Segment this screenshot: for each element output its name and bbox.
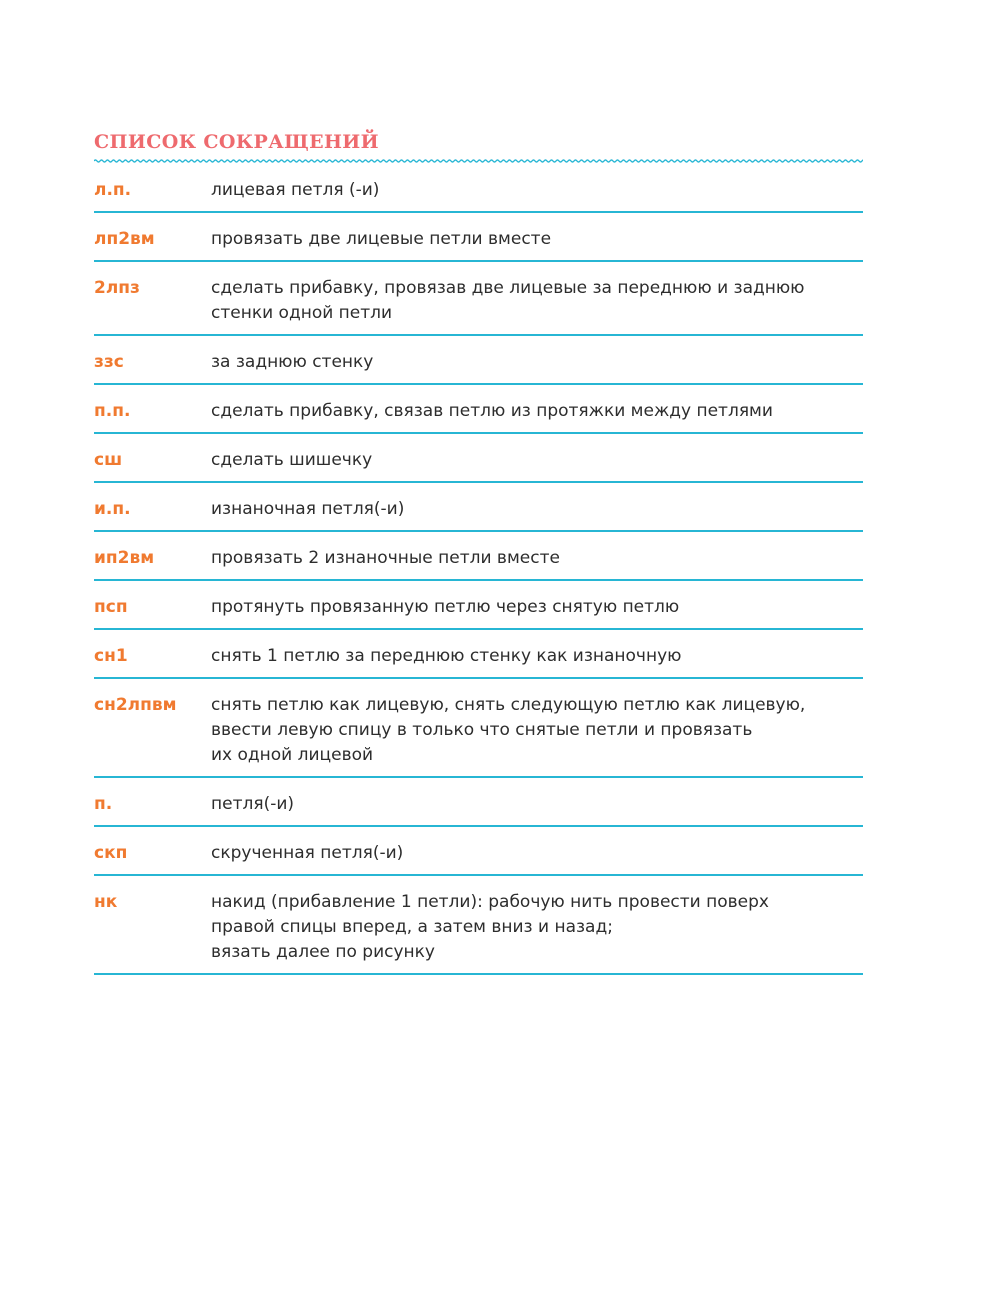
abbreviation-definition: сделать шишечку — [211, 450, 373, 470]
abbreviation-row — [94, 788, 863, 827]
wavy-divider — [94, 157, 863, 165]
abbreviation-term: 2лпз — [94, 278, 140, 298]
abbreviation-row — [94, 444, 863, 483]
abbreviation-row — [94, 542, 863, 581]
abbreviation-definition: петля(-и) — [211, 794, 295, 814]
abbreviation-term: п. — [94, 794, 113, 814]
abbreviation-definition: снять петлю как лицевую, снять следующую петлю как лицевую, ввести левую спицу в только что снятые петли и провязать их одной лицевой — [211, 695, 806, 765]
abbreviation-definition: изнаночная петля(-и) — [211, 499, 405, 519]
abbreviation-definition: скрученная петля(-и) — [211, 843, 404, 863]
abbreviation-definition: сделать прибавку, связав петлю из протяжки между петлями — [211, 401, 773, 421]
abbreviation-row — [94, 689, 863, 778]
abbreviation-row — [94, 591, 863, 630]
abbreviation-term: сн1 — [94, 646, 128, 666]
abbreviation-term: лп2вм — [94, 229, 155, 249]
abbreviation-term: сш — [94, 450, 123, 470]
abbreviation-term: л.п. — [94, 180, 132, 200]
abbreviation-row — [94, 272, 863, 336]
abbreviation-term: п.п. — [94, 401, 131, 421]
abbreviation-term: псп — [94, 597, 128, 617]
abbreviation-term: сн2лпвм — [94, 695, 177, 715]
abbreviation-term: и.п. — [94, 499, 131, 519]
abbreviation-row — [94, 223, 863, 262]
abbreviation-row — [94, 493, 863, 532]
abbreviation-definition: лицевая петля (-и) — [211, 180, 380, 200]
abbreviation-term: ззс — [94, 352, 124, 372]
abbreviation-row — [94, 886, 863, 975]
abbreviation-row — [94, 837, 863, 876]
abbreviation-definition: за заднюю стенку — [211, 352, 374, 372]
abbreviation-definition: снять 1 петлю за переднюю стенку как изнаночную — [211, 646, 682, 666]
abbreviation-term: скп — [94, 843, 128, 863]
abbreviation-definition: провязать две лицевые петли вместе — [211, 229, 552, 249]
abbreviation-term: нк — [94, 892, 118, 912]
abbreviation-definition: сделать прибавку, провязав две лицевые за переднюю и заднюю стенки одной петли — [211, 278, 805, 323]
page-title: СПИСОК СОКРАЩЕНИЙ — [94, 131, 380, 153]
abbreviation-row — [94, 640, 863, 679]
abbreviation-row — [94, 395, 863, 434]
abbreviation-definition: протянуть провязанную петлю через снятую петлю — [211, 597, 680, 617]
abbreviations-page — [94, 128, 863, 985]
abbreviation-definition: провязать 2 изнаночные петли вместе — [211, 548, 560, 568]
abbreviation-term: ип2вм — [94, 548, 155, 568]
abbreviation-list — [94, 174, 863, 975]
abbreviation-row — [94, 346, 863, 385]
abbreviation-row — [94, 174, 863, 213]
abbreviation-definition: накид (прибавление 1 петли): рабочую нить провести поверх правой спицы вперед, а затем вниз и назад; вязать далее по рисунку — [211, 892, 769, 962]
